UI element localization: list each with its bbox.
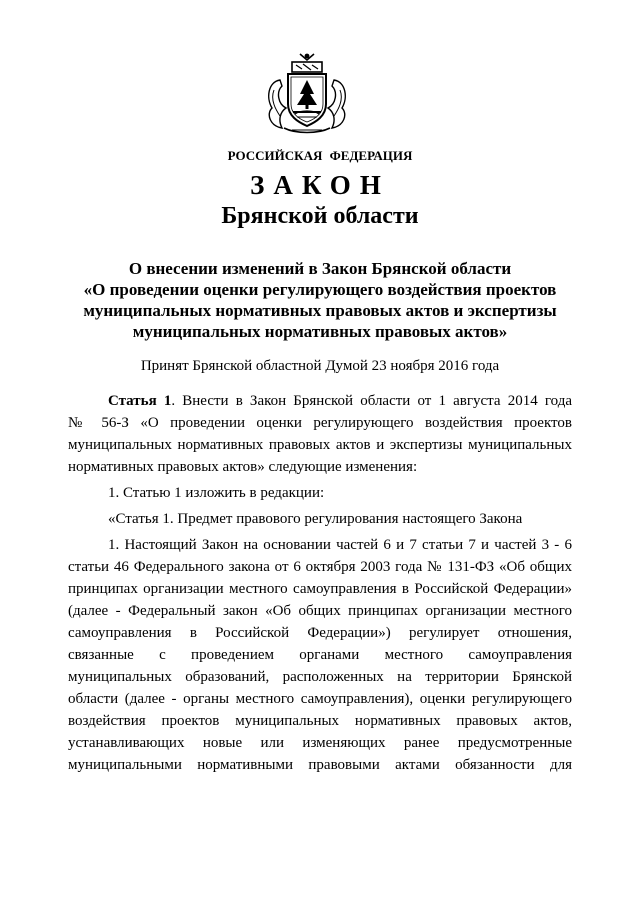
item-1: 1. Статью 1 изложить в редакции: — [108, 485, 325, 501]
quoted-article-heading: «Статья 1. Предмет правового регулирования настоящего Закона — [108, 511, 523, 527]
federation-heading: РОССИЙСКАЯ ФЕДЕРАЦИЯ — [227, 148, 413, 163]
paragraph-line: 1. Настоящий Закон на основании частей 6 и 7 статьи 7 и частей 3 - 6 — [108, 537, 572, 553]
paragraph-line: (далее - Федеральный закон «Об общих принципах организации местного — [68, 603, 572, 619]
paragraph-line: воздействия проектов муниципальных нормативных правовых актов, — [68, 713, 572, 729]
law-body — [68, 390, 572, 776]
article-1-label: Статья 1 — [108, 393, 172, 409]
law-title — [40, 258, 600, 342]
paragraph-line: принципах организации местного самоуправления в Российской Федерации» — [68, 581, 572, 597]
law-title-line: «О проведении оценки регулирующего воздействия проектов — [83, 280, 557, 299]
paragraph-line: самоуправления в Российской Федерации») регулирует отношения, — [68, 625, 572, 641]
article-1-line: муниципальных нормативных правовых актов и экспертизы муниципальных — [68, 437, 572, 453]
paragraph-line: муниципальных образований, расположенных на территории Брянской — [68, 669, 572, 685]
article-1-line — [68, 390, 572, 412]
region-heading: Брянской области — [221, 203, 419, 229]
law-title-line: муниципальных нормативных правовых актов и экспертизы — [83, 301, 557, 320]
paragraph-line: связанные с проведением органами местного самоуправления — [68, 647, 572, 663]
coat-of-arms-icon — [262, 50, 352, 134]
document-type-heading: ЗАКОН — [250, 170, 390, 200]
article-1-line: нормативных правовых актов» следующие изменения: — [68, 459, 418, 475]
adoption-note: Принят Брянской областной Думой 23 ноября 2016 года — [140, 358, 500, 374]
paragraph-line: устанавливающих новые или изменяющих ранее предусмотренные — [68, 735, 572, 751]
article-1-line: № 56-З «О проведении оценки регулирующего воздействия проектов — [68, 415, 572, 431]
law-title-line: О внесении изменений в Закон Брянской области — [128, 259, 512, 278]
paragraph-line: муниципальными нормативными правовыми актами обязанности для — [68, 757, 572, 773]
law-title-line: муниципальных нормативных правовых актов» — [132, 322, 508, 341]
article-1-text: . Внести в Закон Брянской области от 1 августа 2014 года — [171, 393, 572, 409]
paragraph-line: статьи 46 Федерального закона от 6 октября 2003 года № 131-ФЗ «Об общих — [68, 559, 572, 575]
paragraph-line: области (далее - органы местного самоуправления), оценки регулирующего — [68, 691, 572, 707]
